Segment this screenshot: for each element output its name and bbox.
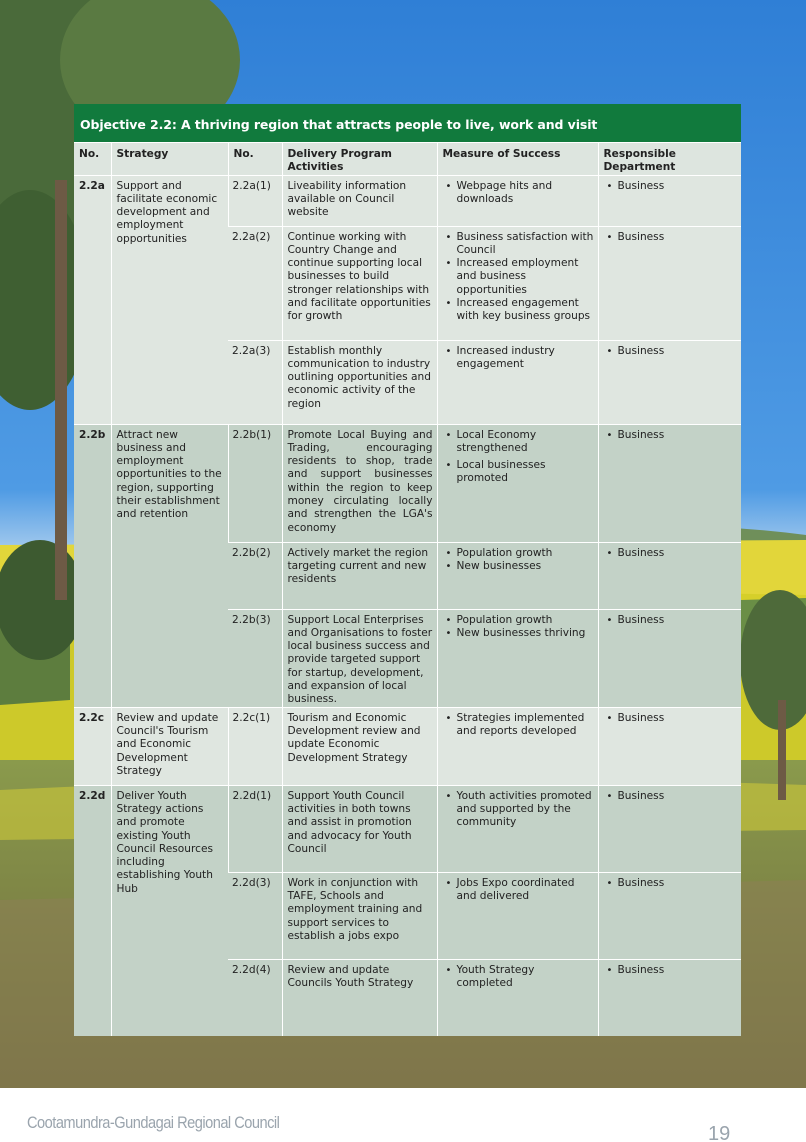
measure-item: • Youth Strategy completed <box>443 964 594 991</box>
activity-text: Promote Local Buying and Trading, encouraging residents to shop, trade and support businesses within the region to keep money circulating locally and strengthen the LGA's economy <box>282 424 437 542</box>
header-activities: Delivery Program Activities <box>282 143 437 176</box>
measure-item: • Jobs Expo coordinated and delivered <box>443 877 594 904</box>
measure-item: • Increased employment and business opportunities <box>443 257 594 297</box>
activity-number: 2.2b(1) <box>228 424 282 542</box>
department-cell <box>598 785 741 872</box>
strategy-text: Support and facilitate economic development and employment opportunities <box>111 175 228 424</box>
department-item: • Business <box>604 614 738 627</box>
activity-number: 2.2b(2) <box>228 542 282 609</box>
activity-text: Liveability information available on Council website <box>282 175 437 226</box>
measure-cell <box>437 175 598 226</box>
department-cell <box>598 226 741 340</box>
activity-text: Work in conjunction with TAFE, Schools and employment training and support services to establish a jobs expo <box>282 872 437 959</box>
department-cell <box>598 542 741 609</box>
activity-number: 2.2a(2) <box>228 226 282 340</box>
measure-item: • Population growth <box>443 547 594 560</box>
strategy-text: Attract new business and employment opportunities to the region, supporting their establishment and retention <box>111 424 228 707</box>
measure-item: • Webpage hits and downloads <box>443 180 594 207</box>
strategy-code: 2.2d <box>74 785 111 1036</box>
objective-title: Objective 2.2: A thriving region that attracts people to live, work and visit <box>74 104 741 142</box>
strategy-code: 2.2b <box>74 424 111 707</box>
activity-text: Establish monthly communication to industry outlining opportunities and economic activity of the region <box>282 340 437 424</box>
measure-cell <box>437 340 598 424</box>
strategy-code: 2.2c <box>74 707 111 785</box>
measure-item: • Local businesses promoted <box>443 459 594 486</box>
department-item: • Business <box>604 790 738 803</box>
header-sub-no: No. <box>228 143 282 176</box>
activity-text: Review and update Councils Youth Strategy <box>282 959 437 1036</box>
activity-number: 2.2a(1) <box>228 175 282 226</box>
footer-organisation: Cootamundra-Gundagai Regional Council <box>27 1113 280 1132</box>
measure-item: • Strategies implemented and reports developed <box>443 712 594 739</box>
measure-item: • Business satisfaction with Council <box>443 231 594 258</box>
measure-item: • Increased industry engagement <box>443 345 594 372</box>
department-cell <box>598 707 741 785</box>
measure-cell <box>437 424 598 542</box>
department-item: • Business <box>604 231 738 244</box>
activity-text: Continue working with Country Change and continue supporting local businesses to build stronger relationships with and facilitate opportunities for growth <box>282 226 437 340</box>
strategy-text: Deliver Youth Strategy actions and promote existing Youth Council Resources including establishing Youth Hub <box>111 785 228 1036</box>
measure-cell <box>437 785 598 872</box>
measure-cell <box>437 542 598 609</box>
department-cell <box>598 424 741 542</box>
table-row <box>74 707 741 785</box>
strategy-table <box>74 142 741 1036</box>
objective-table-card <box>74 104 741 1036</box>
header-department: Responsible Department <box>598 143 741 176</box>
department-cell <box>598 959 741 1036</box>
page-number: 19 <box>708 1124 731 1142</box>
department-item: • Business <box>604 877 738 890</box>
activity-number: 2.2c(1) <box>228 707 282 785</box>
measure-cell <box>437 872 598 959</box>
department-cell <box>598 872 741 959</box>
department-item: • Business <box>604 964 738 977</box>
department-item: • Business <box>604 712 738 725</box>
measure-item: • New businesses <box>443 560 594 573</box>
measure-item: • Youth activities promoted and supported by the community <box>443 790 594 830</box>
department-item: • Business <box>604 345 738 358</box>
activity-text: Tourism and Economic Development review and update Economic Development Strategy <box>282 707 437 785</box>
activity-text: Support Local Enterprises and Organisations to foster local business success and provide targeted support for startup, development, and expansion of local business. <box>282 609 437 707</box>
measure-item: • Local Economy strengthened <box>443 429 594 456</box>
strategy-text: Review and update Council's Tourism and Economic Development Strategy <box>111 707 228 785</box>
measure-cell <box>437 226 598 340</box>
measure-cell <box>437 609 598 707</box>
activity-text: Actively market the region targeting current and new residents <box>282 542 437 609</box>
table-row <box>74 175 741 226</box>
activity-number: 2.2d(4) <box>228 959 282 1036</box>
activity-number: 2.2d(3) <box>228 872 282 959</box>
measure-cell <box>437 959 598 1036</box>
table-row <box>74 424 741 542</box>
measure-item: • Population growth <box>443 614 594 627</box>
activity-text: Support Youth Council activities in both towns and assist in promotion and advocacy for Youth Council <box>282 785 437 872</box>
strategy-code: 2.2a <box>74 175 111 424</box>
header-measure: Measure of Success <box>437 143 598 176</box>
activity-number: 2.2d(1) <box>228 785 282 872</box>
table-row <box>74 785 741 872</box>
activity-number: 2.2a(3) <box>228 340 282 424</box>
department-cell <box>598 175 741 226</box>
department-cell <box>598 340 741 424</box>
header-no: No. <box>74 143 111 176</box>
measure-cell <box>437 707 598 785</box>
department-item: • Business <box>604 429 738 442</box>
measure-item: • Increased engagement with key business groups <box>443 297 594 324</box>
header-strategy: Strategy <box>111 143 228 176</box>
department-item: • Business <box>604 547 738 560</box>
activity-number: 2.2b(3) <box>228 609 282 707</box>
table-header-row <box>74 143 741 176</box>
department-cell <box>598 609 741 707</box>
department-item: • Business <box>604 180 738 193</box>
measure-item: • New businesses thriving <box>443 627 594 640</box>
